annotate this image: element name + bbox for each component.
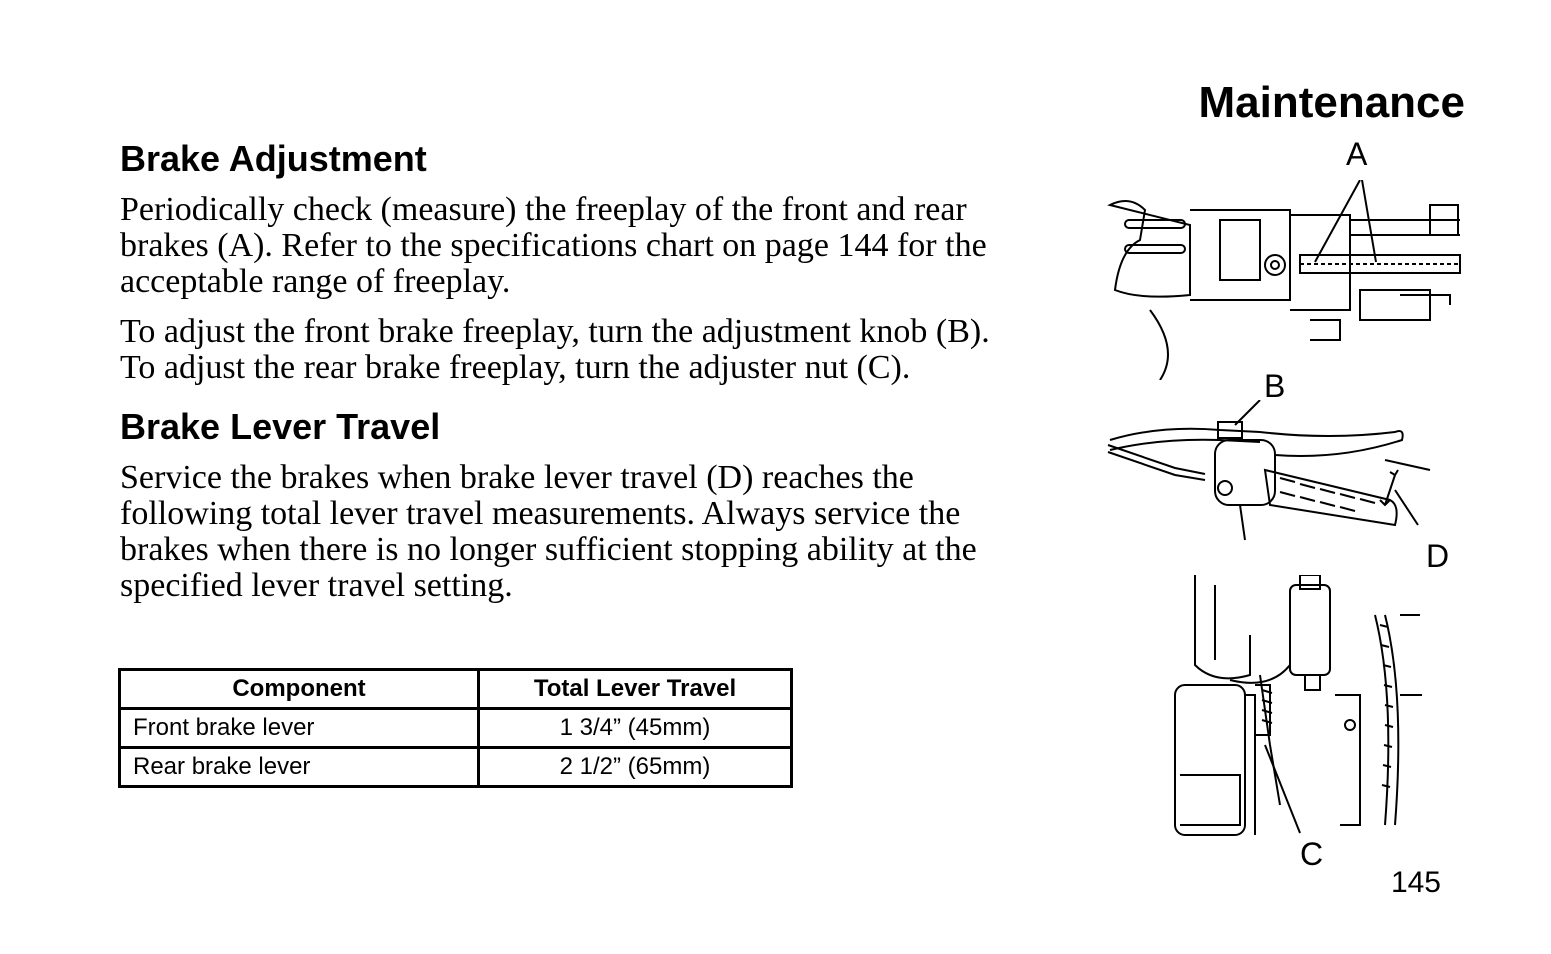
table-row bbox=[120, 709, 792, 748]
callout-d: D bbox=[1426, 538, 1450, 574]
page-number: 145 bbox=[1390, 866, 1441, 899]
brake-lever-travel-heading: Brake Lever Travel bbox=[120, 406, 441, 447]
table-header-travel: Total Lever Travel bbox=[479, 670, 792, 709]
table-cell: 1 3/4” (45mm) bbox=[479, 709, 792, 748]
lever-travel-table bbox=[118, 668, 793, 788]
table-row bbox=[120, 748, 792, 787]
main-text bbox=[120, 138, 990, 618]
brake-adjustment-para-2: To adjust the front brake freeplay, turn the adjustment knob (B). To adjust the rear brake freeplay, turn the adjuster nut (C). bbox=[120, 313, 990, 386]
callout-c: C bbox=[1300, 836, 1324, 872]
table-cell: 2 1/2” (65mm) bbox=[479, 748, 792, 787]
rear-brake-adjuster-illustration bbox=[1160, 575, 1430, 845]
callout-a: A bbox=[1346, 136, 1368, 172]
brake-assembly-illustration bbox=[1100, 180, 1470, 380]
table-header-component: Component bbox=[120, 670, 479, 709]
callout-b: B bbox=[1264, 368, 1286, 404]
table-cell: Front brake lever bbox=[120, 709, 479, 748]
brake-lever-travel-para: Service the brakes when brake lever travel (D) reaches the following total lever travel measurements. Always service the brakes when there is no longer sufficient stopping ability at the specified lever travel setting. bbox=[120, 459, 977, 604]
brake-lever-illustration bbox=[1100, 400, 1450, 550]
section-title: Maintenance bbox=[1198, 78, 1465, 127]
table-header-row bbox=[120, 670, 792, 709]
brake-adjustment-para-1: Periodically check (measure) the freeplay of the front and rear brakes (A). Refer to the specifications chart on page 144 for the acceptable range of freeplay. bbox=[120, 191, 987, 300]
brake-adjustment-heading: Brake Adjustment bbox=[120, 138, 427, 179]
table-cell: Rear brake lever bbox=[120, 748, 479, 787]
